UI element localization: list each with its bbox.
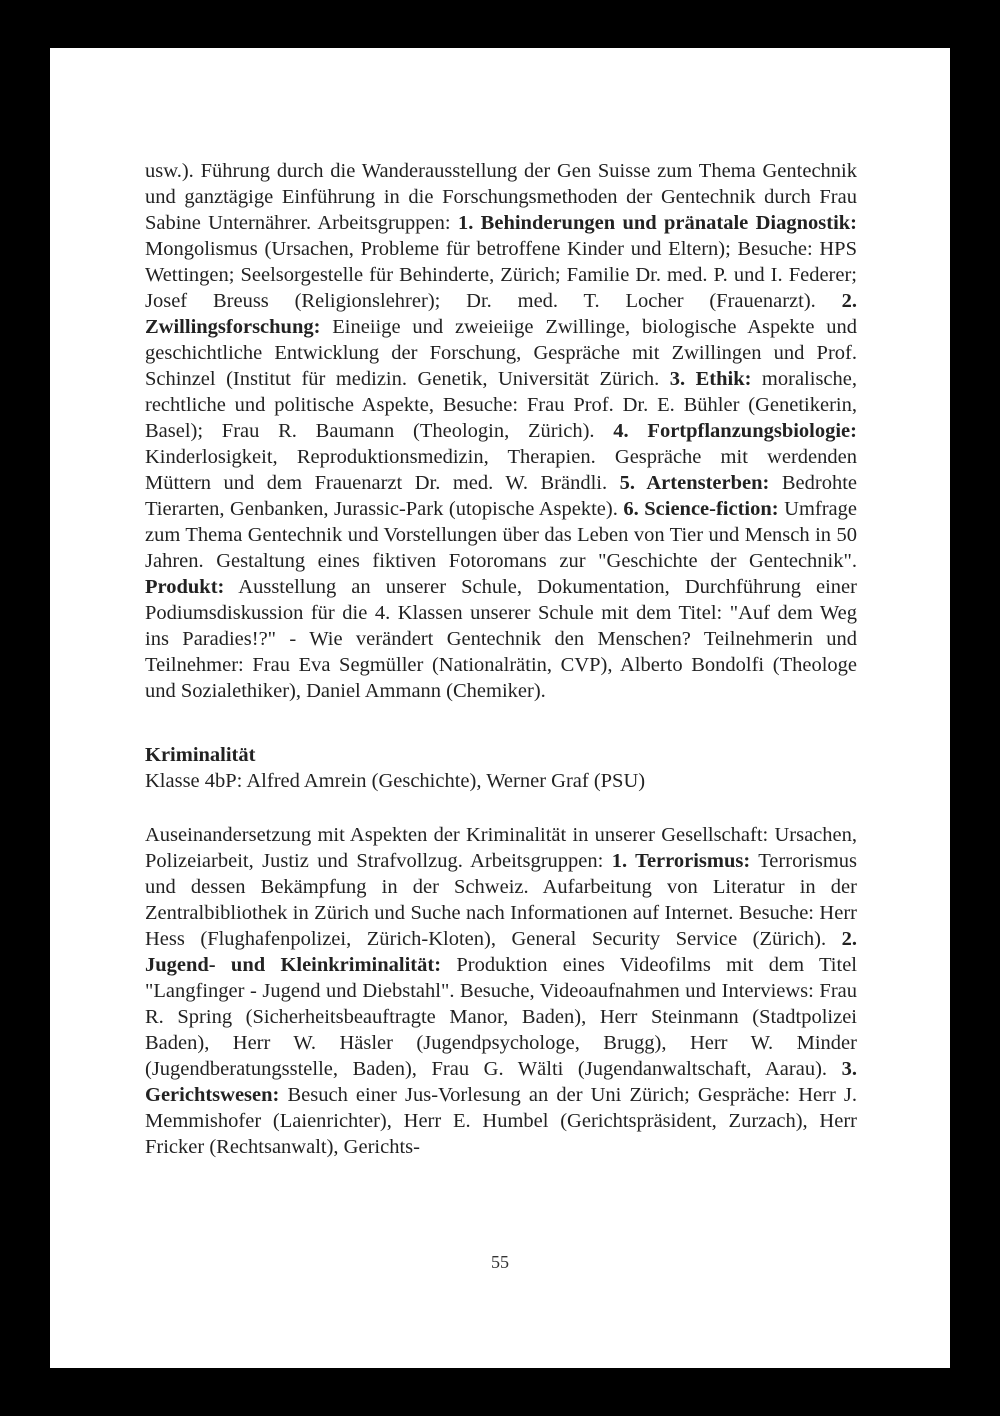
section-heading: Kriminalität (145, 744, 256, 766)
bold-run: 2. Zwillingsforschung: (145, 290, 857, 338)
class-teachers-line: Klasse 4bP: Alfred Amrein (Geschichte), Werner Graf (PSU) (145, 770, 646, 792)
kriminalitaet-paragraph (145, 822, 857, 1160)
bold-run: 3. Gerichtswesen: (145, 1058, 857, 1106)
bold-run: Produkt: (145, 576, 225, 598)
page-content (145, 158, 857, 1160)
text-run: Besuch einer Jus-Vorlesung an der Uni Zürich; Gespräche: Herr J. Memmishofer (Laienrichter), Herr E. Humbel (Gerichtspräsident, Zurzach), Herr Fricker (Rechtsanwalt), Gerichts- (145, 1084, 857, 1158)
bold-run: 2. Jugend- und Kleinkriminalität: (145, 928, 857, 976)
text-run: Ausstellung an unserer Schule, Dokumentation, Durchführung einer Podiumsdiskussion für die 4. Klassen unserer Schule mit dem Titel: "Auf dem Weg ins Paradies!?" - Wie verändert Gentechnik den Menschen? Teilnehmerin und Teilnehmer: Frau Eva Segmüller (Nationalrätin, CVP), Alberto Bondolfi (Theologe und Sozialethiker), Daniel Ammann (Chemiker). (145, 576, 857, 702)
text-run: Eineiige und zweieiige Zwillinge, biologische Aspekte und geschichtliche Entwicklung der Forschung, Gespräche mit Zwillingen und Prof. Schinzel (Institut für medizin. Genetik, Universität Zürich. (145, 316, 857, 390)
page-number: 55 (491, 1252, 509, 1272)
text-run: Kinderlosigkeit, Reproduktionsmedizin, Therapien. Gespräche mit werdenden Müttern und dem Frauenarzt Dr. med. W. Brändli. (145, 446, 857, 494)
bold-run: 1. Behinderungen und pränatale Diagnostik: (457, 212, 857, 234)
document-page (50, 48, 950, 1368)
bold-run: 6. Science-fiction: (623, 498, 779, 520)
bold-run: 5. Artensterben: (619, 472, 770, 494)
text-run: usw.). Führung durch die Wanderausstellung der Gen Suisse zum Thema Gentechnik und ganztägige Einführung in die Forschungsmethoden der Gentechnik durch Frau Sabine Unternährer. Arbeitsgruppen: (145, 160, 857, 234)
text-run: Auseinandersetzung mit Aspekten der Kriminalität in unserer Gesellschaft: Ursachen, Polizeiarbeit, Justiz und Strafvollzug. Arbeitsgruppen: (145, 824, 857, 872)
bold-run: 4. Fortpflanzungsbiologie: (613, 420, 857, 442)
text-run: Mongolismus (Ursachen, Probleme für betroffene Kinder und Eltern); Besuche: HPS Wettingen; Seelsorgestelle für Behinderte, Zürich; Familie Dr. med. P. und I. Federer; Josef Breuss (Religionslehrer); Dr. med. T. Locher (Frauenarzt). (145, 238, 857, 312)
text-run: Umfrage zum Thema Gentechnik und Vorstellungen über das Leben von Tier und Mensch in 50 Jahren. Gestaltung eines fiktiven Fotoromans zur "Geschichte der Gentechnik". (145, 498, 857, 572)
text-run: moralische, rechtliche und politische Aspekte, Besuche: Frau Prof. Dr. E. Bühler (Genetikerin, Basel); Frau R. Baumann (Theologin, Zürich). (145, 368, 857, 442)
text-run: Terrorismus und dessen Bekämpfung in der Schweiz. Aufarbeitung von Literatur in der Zentralbibliothek in Zürich und Suche nach Informationen auf Internet. Besuche: Herr Hess (Flughafenpolizei, Zürich-Kloten), General Security Service (Zürich). (145, 850, 857, 950)
bold-run: 3. Ethik: (669, 368, 752, 390)
text-run: Produktion eines Videofilms mit dem Titel "Langfinger - Jugend und Diebstahl". Besuche, Videoaufnahmen und Interviews: Frau R. Spring (Sicherheitsbeauftragte Manor, Baden), Herr Steinmann (Stadtpolizei Baden), Herr W. Häsler (Jugendpsychologe, Brugg), Herr W. Minder (Jugendberatungsstelle, Baden), Frau G. Wälti (Jugendanwaltschaft, Aarau). (145, 954, 857, 1080)
gentechnik-paragraph (145, 158, 857, 704)
text-run: Bedrohte Tierarten, Genbanken, Jurassic-Park (utopische Aspekte). (145, 472, 857, 520)
bold-run: 1. Terrorismus: (611, 850, 751, 872)
